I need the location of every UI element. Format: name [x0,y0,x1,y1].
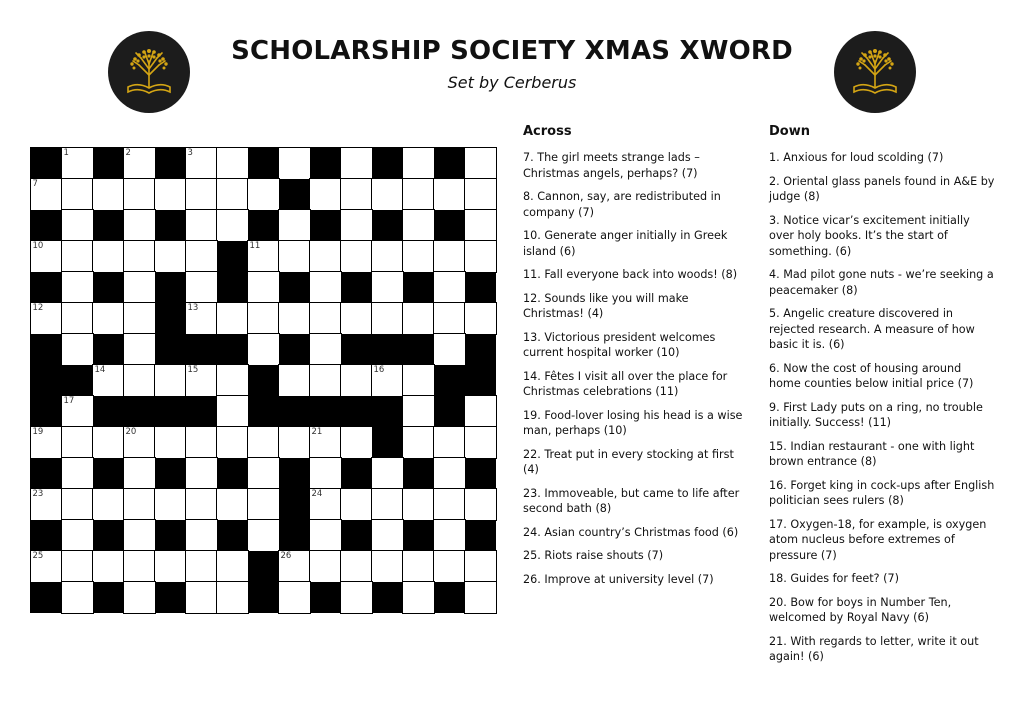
grid-cell[interactable] [62,520,93,551]
grid-block [31,520,62,551]
tree-book-icon [108,31,190,113]
across-clue: 23. Immoveable, but came to life after second bath (8) [523,486,740,515]
grid-block [248,365,279,396]
grid-block [465,272,496,303]
grid-cell[interactable] [372,365,403,396]
grid-cell[interactable] [403,241,434,272]
grid-block [341,334,372,365]
grid-cell[interactable] [403,210,434,241]
grid-cell[interactable] [434,458,465,489]
grid-cell[interactable] [186,148,217,179]
grid-cell[interactable] [124,489,155,520]
grid-block [31,458,62,489]
grid-cell[interactable] [124,303,155,334]
grid-cell[interactable] [155,365,186,396]
tree-book-icon [834,31,916,113]
grid-block [186,396,217,427]
grid-block [124,396,155,427]
grid-cell[interactable] [372,303,403,334]
grid-cell[interactable] [124,272,155,303]
grid-cell[interactable] [217,396,248,427]
grid-cell[interactable] [186,303,217,334]
down-clue: 16. Forget king in cock-ups after English politician sees rulers (8) [769,478,995,507]
across-clue: 11. Fall everyone back into woods! (8) [523,268,738,281]
clue-number: 7 [32,178,38,189]
grid-block [279,396,310,427]
grid-cell[interactable] [310,272,341,303]
grid-block [434,210,465,241]
grid-cell[interactable] [403,303,434,334]
grid-cell[interactable] [186,489,217,520]
across-clue: 24. Asian country’s Christmas food (6) [523,525,739,539]
grid-cell[interactable] [310,489,341,520]
grid-block [279,179,310,210]
grid-block [310,396,341,427]
grid-cell[interactable] [341,210,372,241]
grid-cell[interactable] [217,303,248,334]
grid-block [93,334,124,365]
grid-cell[interactable] [341,148,372,179]
grid-cell[interactable] [62,396,93,427]
down-clue: 6. Now the cost of housing around home counties below initial price (7) [769,361,974,390]
across-clue: 19. Food-lover losing his head is a wise man, perhaps (10) [523,408,743,437]
clue-number: 16 [373,364,385,375]
grid-cell[interactable] [341,179,372,210]
grid-cell[interactable] [434,520,465,551]
grid-cell[interactable] [310,365,341,396]
grid-block [279,489,310,520]
grid-block [465,365,496,396]
across-clues [523,124,749,595]
grid-block [248,210,279,241]
grid-block [372,582,403,613]
grid-cell[interactable] [217,210,248,241]
grid-cell[interactable] [434,427,465,458]
clue-number: 3 [187,147,193,158]
grid-block [31,365,62,396]
grid-cell[interactable] [217,148,248,179]
grid-cell[interactable] [434,241,465,272]
down-clue: 3. Notice vicar’s excitement initially over holy books. It’s the start of something. (6) [769,213,970,258]
grid-block [403,520,434,551]
grid-cell[interactable] [248,427,279,458]
grid-cell[interactable] [248,520,279,551]
grid-cell[interactable] [155,489,186,520]
grid-cell[interactable] [124,458,155,489]
grid-cell[interactable] [155,551,186,582]
grid-cell[interactable] [248,334,279,365]
down-clue: 1. Anxious for loud scolding (7) [769,151,944,164]
society-logo-right [834,31,916,113]
down-clue: 5. Angelic creature discovered in rejected research. A measure of how basic it is. (6) [769,307,975,351]
grid-cell[interactable] [155,179,186,210]
across-clue: 7. The girl meets strange lads – Christmas angels, perhaps? (7) [523,151,700,180]
grid-cell[interactable] [341,582,372,613]
grid-block [434,582,465,613]
clue-number: 25 [32,550,44,561]
grid-block [279,334,310,365]
grid-block [310,210,341,241]
grid-cell[interactable] [248,458,279,489]
grid-cell[interactable] [248,272,279,303]
grid-cell[interactable] [403,582,434,613]
grid-cell[interactable] [186,365,217,396]
grid-cell[interactable] [341,303,372,334]
grid-cell[interactable] [124,427,155,458]
grid-cell[interactable] [217,551,248,582]
grid-cell[interactable] [155,427,186,458]
grid-cell[interactable] [31,241,62,272]
grid-block [155,303,186,334]
grid-block [403,272,434,303]
grid-cell[interactable] [31,427,62,458]
grid-cell[interactable] [217,582,248,613]
grid-block [403,334,434,365]
grid-block [310,582,341,613]
grid-cell[interactable] [186,458,217,489]
grid-block [155,334,186,365]
down-clue: 18. Guides for feet? (7) [769,572,899,585]
society-logo-left [108,31,190,113]
grid-block [155,148,186,179]
clue-number: 20 [125,426,137,437]
grid-cell[interactable] [310,303,341,334]
grid-cell[interactable] [186,427,217,458]
grid-block [279,520,310,551]
grid-cell[interactable] [465,210,496,241]
grid-cell[interactable] [62,303,93,334]
grid-cell[interactable] [341,551,372,582]
grid-cell[interactable] [434,303,465,334]
grid-cell[interactable] [62,489,93,520]
grid-cell[interactable] [434,551,465,582]
grid-cell[interactable] [186,582,217,613]
grid-block [31,210,62,241]
down-clue-list [769,150,995,665]
grid-block [341,520,372,551]
grid-cell[interactable] [186,210,217,241]
grid-cell[interactable] [279,303,310,334]
clue-number: 12 [32,302,44,313]
grid-block [93,520,124,551]
grid-cell[interactable] [310,241,341,272]
grid-cell[interactable] [310,179,341,210]
grid-block [155,582,186,613]
grid-cell[interactable] [341,489,372,520]
clue-number: 11 [249,240,261,251]
grid-cell[interactable] [93,179,124,210]
across-heading: Across [523,124,572,139]
grid-cell[interactable] [62,458,93,489]
grid-block [93,582,124,613]
grid-cell[interactable] [124,148,155,179]
grid-cell[interactable] [93,551,124,582]
across-clue: 13. Victorious president welcomes current hospital worker (10) [523,330,716,359]
grid-cell[interactable] [310,458,341,489]
grid-cell[interactable] [31,551,62,582]
across-clue: 14. Fêtes I visit all over the place for Christmas celebrations (11) [523,369,728,398]
grid-cell[interactable] [310,334,341,365]
across-clue: 8. Cannon, say, are redistributed in company (7) [523,190,721,219]
down-clue: 4. Mad pilot gone nuts - we’re seeking a peacemaker (8) [769,268,994,297]
grid-cell[interactable] [248,241,279,272]
grid-cell[interactable] [186,551,217,582]
grid-block [403,458,434,489]
across-clue: 12. Sounds like you will make Christmas! (4) [523,291,689,320]
grid-cell[interactable] [372,458,403,489]
grid-cell[interactable] [403,427,434,458]
across-clue: 26. Improve at university level (7) [523,572,714,586]
grid-block [31,396,62,427]
down-clue: 2. Oriental glass panels found in A&E by judge (8) [769,174,995,203]
clue-number: 26 [280,550,292,561]
across-clue: 10. Generate anger initially in Greek island (6) [523,229,728,258]
grid-cell[interactable] [372,551,403,582]
grid-block [465,458,496,489]
grid-block [279,272,310,303]
grid-cell[interactable] [279,427,310,458]
grid-block [372,427,403,458]
clue-number: 2 [125,147,131,158]
grid-cell[interactable] [124,582,155,613]
clue-number: 21 [311,426,323,437]
grid-cell[interactable] [434,179,465,210]
clue-number: 10 [32,240,44,251]
grid-cell[interactable] [248,489,279,520]
grid-cell[interactable] [372,272,403,303]
grid-cell[interactable] [372,520,403,551]
grid-block [372,396,403,427]
grid-block [93,148,124,179]
down-clue: 20. Bow for boys in Number Ten, welcomed by Royal Navy (6) [769,595,952,624]
grid-block [155,272,186,303]
grid-cell[interactable] [465,551,496,582]
grid-block [248,582,279,613]
grid-cell[interactable] [403,551,434,582]
grid-cell[interactable] [279,148,310,179]
page-title: SCHOLARSHIP SOCIETY XMAS XWORD [231,36,793,66]
grid-block [217,334,248,365]
grid-block [155,520,186,551]
grid-cell[interactable] [124,520,155,551]
grid-cell[interactable] [403,148,434,179]
grid-cell[interactable] [248,179,279,210]
grid-cell[interactable] [31,179,62,210]
grid-block [434,396,465,427]
grid-block [217,520,248,551]
grid-block [248,148,279,179]
across-clue: 25. Riots raise shouts (7) [523,549,664,562]
grid-block [62,365,93,396]
grid-cell[interactable] [93,365,124,396]
grid-cell[interactable] [279,365,310,396]
grid-cell[interactable] [62,272,93,303]
clue-number: 14 [94,364,106,375]
grid-block [93,396,124,427]
grid-block [341,396,372,427]
grid-cell[interactable] [465,427,496,458]
clue-number: 24 [311,488,323,499]
down-clues [769,124,995,673]
grid-cell[interactable] [403,179,434,210]
down-heading: Down [769,124,810,139]
grid-block [372,334,403,365]
grid-cell[interactable] [403,489,434,520]
grid-block [279,458,310,489]
grid-cell[interactable] [465,148,496,179]
grid-cell[interactable] [372,489,403,520]
grid-cell[interactable] [124,365,155,396]
down-clue: 15. Indian restaurant - one with light brown entrance (8) [769,439,975,468]
grid-cell[interactable] [62,148,93,179]
grid-cell[interactable] [124,334,155,365]
grid-cell[interactable] [465,489,496,520]
grid-cell[interactable] [93,241,124,272]
grid-cell[interactable] [217,427,248,458]
grid-block [217,272,248,303]
grid-cell[interactable] [310,427,341,458]
grid-cell[interactable] [465,582,496,613]
grid-cell[interactable] [217,365,248,396]
grid-cell[interactable] [93,489,124,520]
grid-cell[interactable] [62,210,93,241]
grid-block [217,241,248,272]
grid-cell[interactable] [434,489,465,520]
clue-number: 17 [63,395,75,406]
down-clue: 9. First Lady puts on a ring, no trouble initially. Success! (11) [769,400,983,429]
across-clue-list [523,150,749,587]
setter-credit: Set by Cerberus [447,73,577,92]
grid-cell[interactable] [124,179,155,210]
grid-block [434,365,465,396]
grid-cell[interactable] [279,241,310,272]
grid-block [465,334,496,365]
grid-cell[interactable] [465,179,496,210]
grid-cell[interactable] [124,551,155,582]
grid-block [155,210,186,241]
grid-cell[interactable] [62,582,93,613]
grid-block [31,334,62,365]
grid-cell[interactable] [62,241,93,272]
grid-cell[interactable] [465,303,496,334]
clue-number: 1 [63,147,69,158]
grid-cell[interactable] [279,210,310,241]
grid-cell[interactable] [434,334,465,365]
grid-block [434,148,465,179]
grid-block [186,334,217,365]
grid-cell[interactable] [186,241,217,272]
grid-block [248,551,279,582]
grid-cell[interactable] [62,551,93,582]
grid-cell[interactable] [124,210,155,241]
grid-cell[interactable] [62,427,93,458]
grid-cell[interactable] [279,551,310,582]
across-clue: 22. Treat put in every stocking at first (4) [523,447,734,476]
clue-number: 19 [32,426,44,437]
grid-block [93,272,124,303]
grid-cell[interactable] [31,489,62,520]
grid-block [341,272,372,303]
grid-block [31,272,62,303]
grid-cell[interactable] [372,241,403,272]
grid-cell[interactable] [465,396,496,427]
grid-cell[interactable] [62,179,93,210]
grid-cell[interactable] [465,241,496,272]
grid-block [310,148,341,179]
grid-cell[interactable] [341,427,372,458]
grid-cell[interactable] [341,241,372,272]
grid-block [31,148,62,179]
grid-cell[interactable] [403,396,434,427]
grid-cell[interactable] [155,241,186,272]
grid-cell[interactable] [310,551,341,582]
grid-cell[interactable] [186,272,217,303]
grid-cell[interactable] [434,272,465,303]
crossword-grid [30,147,496,613]
grid-block [248,396,279,427]
clue-number: 23 [32,488,44,499]
grid-block [341,458,372,489]
clue-number: 15 [187,364,199,375]
grid-block [93,210,124,241]
grid-block [155,458,186,489]
down-clue: 21. With regards to letter, write it out again! (6) [769,634,979,663]
grid-cell[interactable] [186,179,217,210]
grid-cell[interactable] [217,489,248,520]
grid-cell[interactable] [124,241,155,272]
grid-cell[interactable] [186,520,217,551]
grid-cell[interactable] [93,303,124,334]
grid-cell[interactable] [31,303,62,334]
grid-block [217,458,248,489]
grid-cell[interactable] [62,334,93,365]
grid-cell[interactable] [341,365,372,396]
grid-cell[interactable] [403,365,434,396]
grid-cell[interactable] [372,179,403,210]
grid-cell[interactable] [93,427,124,458]
grid-block [465,520,496,551]
grid-cell[interactable] [310,520,341,551]
clue-number: 13 [187,302,199,313]
grid-block [93,458,124,489]
down-clue: 17. Oxygen-18, for example, is oxygen atom nucleus before extremes of pressure (7) [769,517,987,562]
grid-cell[interactable] [248,303,279,334]
grid-cell[interactable] [279,582,310,613]
grid-block [155,396,186,427]
grid-block [31,582,62,613]
grid-block [372,148,403,179]
grid-block [372,210,403,241]
grid-cell[interactable] [217,179,248,210]
